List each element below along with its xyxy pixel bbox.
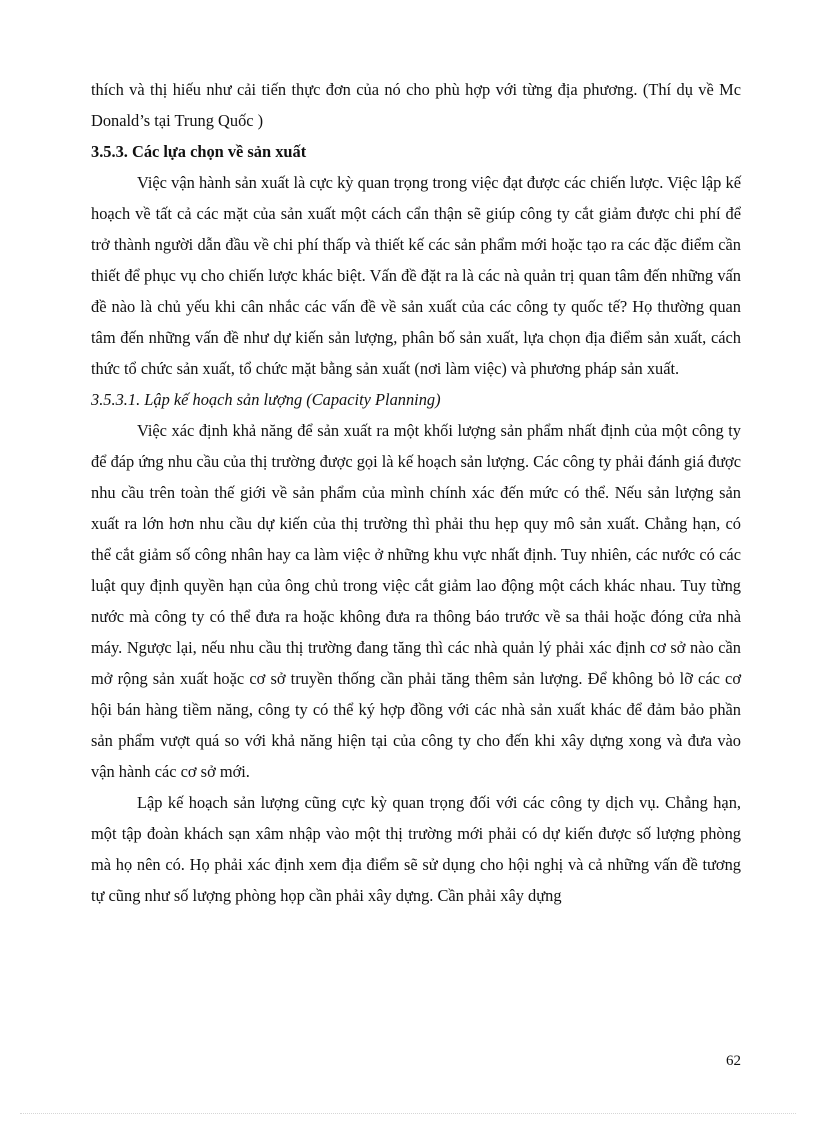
page-body <box>91 74 741 911</box>
subsection-paragraph-1: Việc xác định khả năng để sản xuất ra một khối lượng sản phẩm nhất định của một công ty để đáp ứng nhu cầu của thị trường được gọi là kế hoạch sản lượng. Các công ty phải đánh giá được nhu cầu trên toàn thế giới về sản phẩm của mình chính xác đến mức có thể. Nếu sản lượng sản xuất ra lớn hơn nhu cầu dự kiến của thị trường thì phải thu hẹp quy mô sản xuất. Chẳng hạn, có thể cắt giảm số công nhân hay ca làm việc ở những khu vực nhất định. Tuy nhiên, các nước có các luật quy định quyền hạn của ông chủ trong việc cắt giảm lao động một cách khác nhau. Tuy từng nước mà công ty có thể đưa ra hoặc không đưa ra thông báo trước về sa thải hoặc đóng cửa nhà máy. Ngược lại, nếu nhu cầu thị trường đang tăng thì các nhà quản lý phải xác định cơ sở nào cần mở rộng sản xuất hoặc cơ sở truyền thống cần phải tăng thêm sản lượng. Để không bỏ lỡ các cơ hội bán hàng tiềm năng, công ty có thể ký hợp đồng với các nhà sản xuất khác để đảm bảo phần sản phẩm vượt quá so với khả năng hiện tại của công ty cho đến khi xây dựng xong và đưa vào vận hành các cơ sở mới. <box>91 421 741 781</box>
continuation-paragraph: thích và thị hiếu như cải tiến thực đơn của nó cho phù hợp với từng địa phương. (Thí dụ về Mc Donald’s tại Trung Quốc ) <box>91 80 741 130</box>
subsection-paragraph-2: Lập kế hoạch sản lượng cũng cực kỳ quan trọng đối với các công ty dịch vụ. Chẳng hạn, một tập đoàn khách sạn xâm nhập vào một thị trường mới phải có dự kiến được số lượng phòng mà họ nên có. Họ phải xác định xem địa điểm sẽ sử dụng cho hội nghị và cả những vấn đề tương tự cũng như số lượng phòng họp cần phải xây dựng. Cần phải xây dựng <box>91 793 741 905</box>
subsection-heading: 3.5.3.1. Lập kế hoạch sản lượng (Capacity Planning) <box>91 390 441 409</box>
section-paragraph: Việc vận hành sản xuất là cực kỳ quan trọng trong việc đạt được các chiến lược. Việc lập kế hoạch về tất cả các mặt của sản xuất một cách cẩn thận sẽ giúp công ty cắt giảm được chi phí để trở thành người dẫn đầu về chi phí thấp và thiết kế các sản phẩm mới hoặc tạo ra các đặc điểm cần thiết để phục vụ cho chiến lược khác biệt. Vấn đề đặt ra là các nà quản trị quan tâm đến những vấn đề nào là chủ yếu khi cân nhắc các vấn đề về sản xuất của các công ty quốc tế? Họ thường quan tâm đến những vấn đề như dự kiến sản lượng, phân bố sản xuất, lựa chọn địa điểm sản xuất, cách thức tổ chức sản xuất, tổ chức mặt bằng sản xuất (nơi làm việc) và phương pháp sản xuất. <box>91 173 741 378</box>
section-heading: 3.5.3. Các lựa chọn về sản xuất <box>91 142 307 161</box>
page-number: 62 <box>726 1053 741 1069</box>
page-bottom-divider <box>20 1113 796 1114</box>
